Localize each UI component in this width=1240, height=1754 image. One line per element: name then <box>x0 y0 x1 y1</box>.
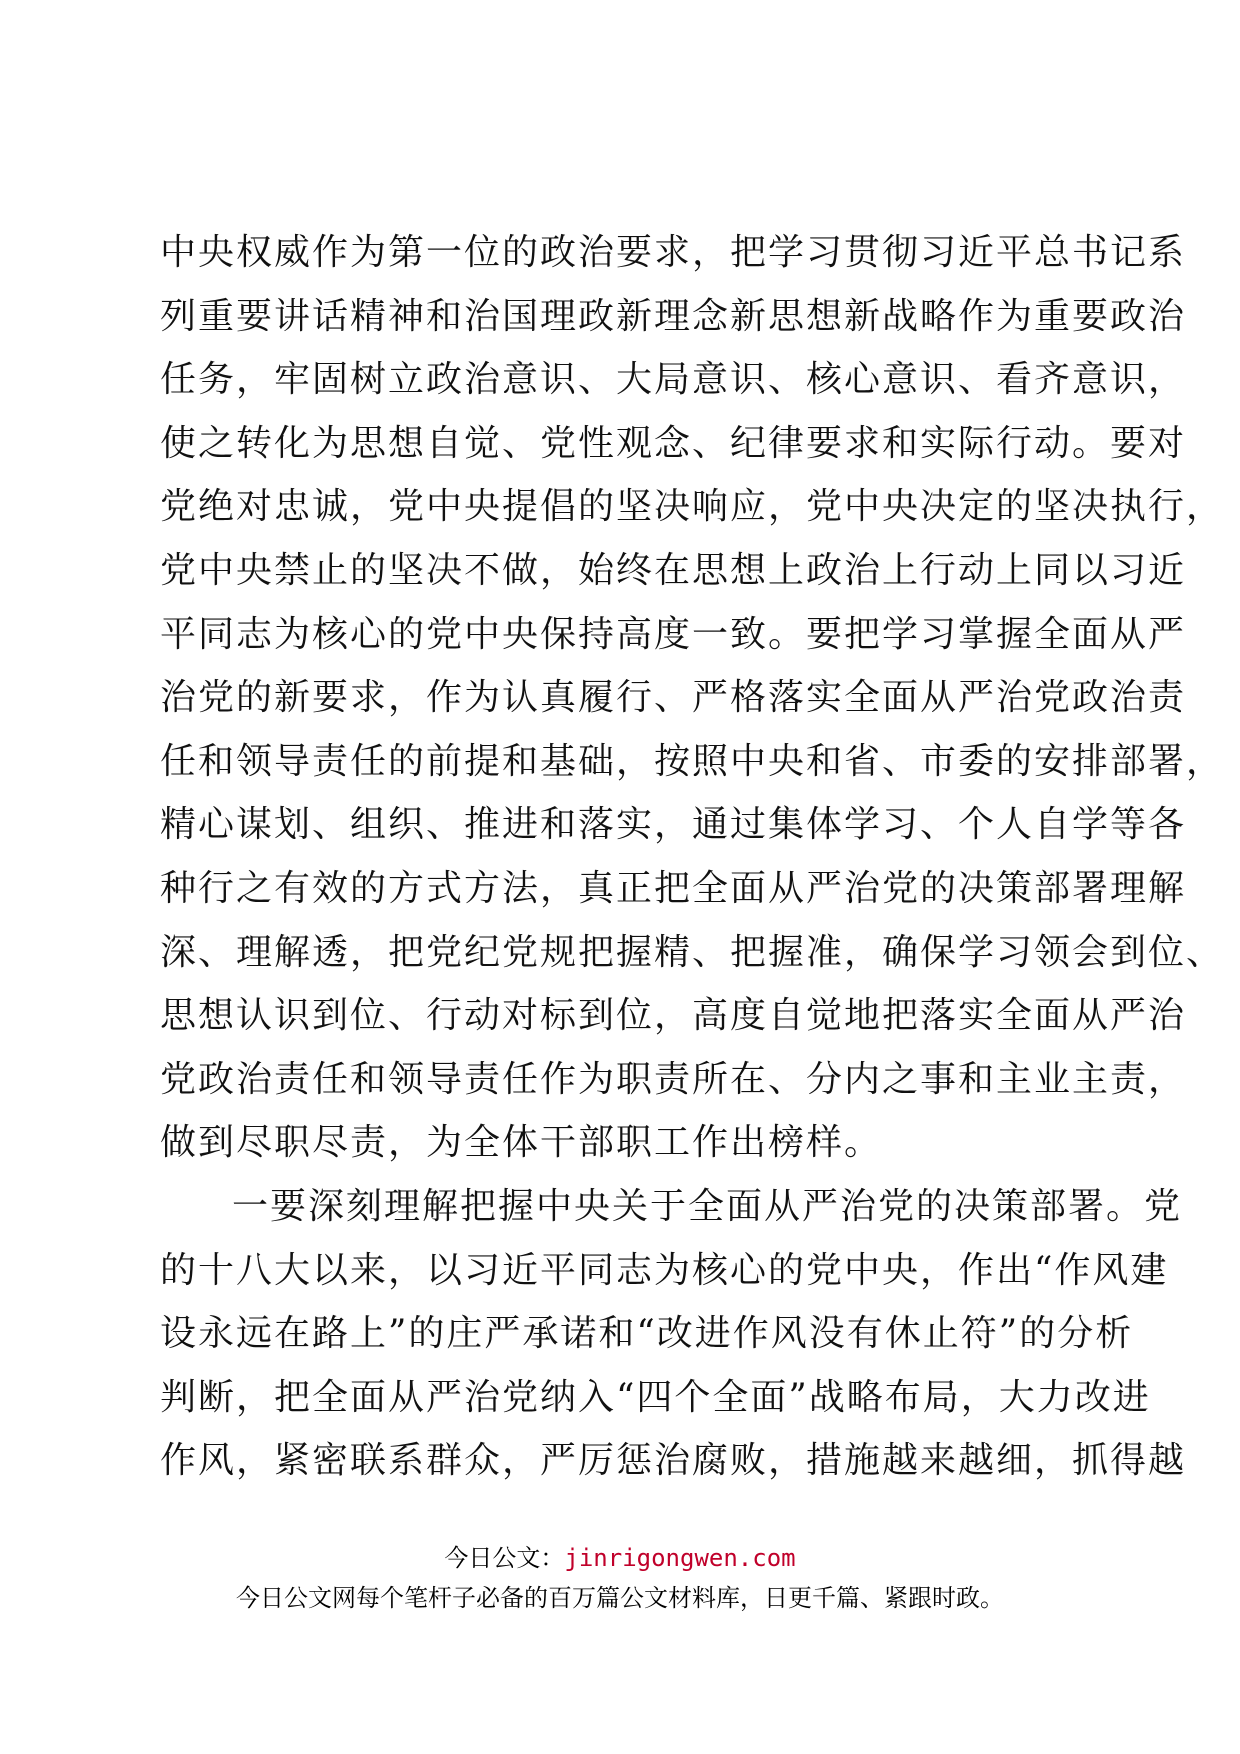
text-line: 使之转化为思想自觉、党性观念、纪律要求和实际行动。要对 <box>160 422 1187 464</box>
document-body <box>160 232 1225 1504</box>
text-line: 思想认识到位、行动对标到位，高度自觉地把落实全面从严治 <box>160 995 1187 1037</box>
text-line: 平同志为核心的党中央保持高度一致。要把学习掌握全面从严 <box>160 613 1187 655</box>
text-line: 设永远在路上”的庄严承诺和“改进作风没有休止符”的分析 <box>160 1313 1134 1355</box>
text-line: 治党的新要求，作为认真履行、严格落实全面从严治党政治责 <box>160 677 1187 719</box>
text-line: 中央权威作为第一位的政治要求，把学习贯彻习近平总书记系 <box>160 232 1187 273</box>
text-line: 党中央禁止的坚决不做，始终在思想上政治上行动上同以习近 <box>160 549 1187 591</box>
text-line: 种行之有效的方式方法，真正把全面从严治党的决策部署理解 <box>160 867 1187 909</box>
paragraph-end-line: 做到尽职尽责，为全体干部职工作出榜样。 <box>160 1122 883 1164</box>
footer-site-label: 今日公文： <box>444 1544 565 1572</box>
footer-site-line <box>0 1538 1240 1573</box>
footer-site-link[interactable]: jinrigongwen.com <box>564 1544 796 1572</box>
footer-slogan: 今日公文网每个笔杆子必备的百万篇公文材料库，日更千篇、紧跟时政。 <box>236 1584 1004 1612</box>
text-line: 深、理解透，把党纪党规把握精、把握准，确保学习领会到位、 <box>160 931 1225 973</box>
text-line: 判断，把全面从严治党纳入“四个全面”战略布局，大力改进 <box>160 1376 1151 1418</box>
text-line: 党政治责任和领导责任作为职责所在、分内之事和主业主责， <box>160 1058 1187 1100</box>
text-line: 任务，牢固树立政治意识、大局意识、核心意识、看齐意识， <box>160 359 1187 401</box>
text-line: 党绝对忠诚，党中央提倡的坚决响应，党中央决定的坚决执行， <box>160 486 1225 528</box>
paragraph-start-line: 一要深刻理解把握中央关于全面从严治党的决策部署。党 <box>232 1185 1183 1227</box>
text-line: 的十八大以来，以习近平同志为核心的党中央，作出“作风建 <box>160 1249 1169 1291</box>
text-line: 任和领导责任的前提和基础，按照中央和省、市委的安排部署， <box>160 740 1225 782</box>
text-line: 精心谋划、组织、推进和落实，通过集体学习、个人自学等各 <box>160 804 1187 846</box>
text-line: 列重要讲话精神和治国理政新理念新思想新战略作为重要政治 <box>160 295 1187 337</box>
text-line: 作风，紧密联系群众，严厉惩治腐败，措施越来越细，抓得越 <box>160 1440 1187 1482</box>
